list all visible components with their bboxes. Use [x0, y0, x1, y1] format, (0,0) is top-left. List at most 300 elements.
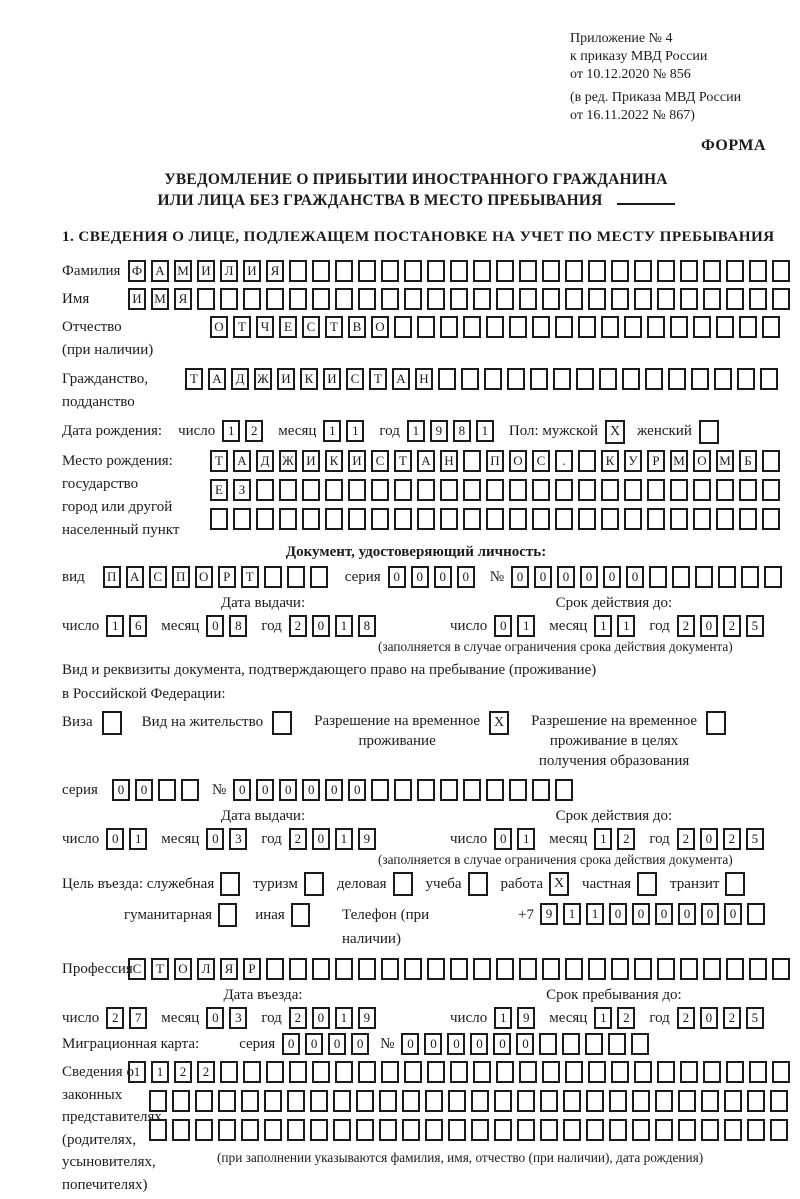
- char-cell[interactable]: 2: [174, 1061, 192, 1083]
- char-cell[interactable]: 1: [128, 1061, 146, 1083]
- char-cell[interactable]: [739, 479, 757, 501]
- char-cell[interactable]: [448, 1119, 466, 1141]
- char-cell[interactable]: 2: [677, 615, 695, 637]
- char-cell[interactable]: 0: [534, 566, 552, 588]
- char-cell[interactable]: 0: [557, 566, 575, 588]
- char-cell[interactable]: [519, 1061, 537, 1083]
- char-cell[interactable]: [562, 1033, 580, 1055]
- char-cell[interactable]: [287, 1090, 305, 1112]
- char-cell[interactable]: [241, 1119, 259, 1141]
- char-cell[interactable]: [440, 779, 458, 801]
- char-cell[interactable]: 9: [358, 1007, 376, 1029]
- business-checkbox[interactable]: [393, 872, 413, 896]
- char-cell[interactable]: [310, 1090, 328, 1112]
- char-cell[interactable]: [703, 1061, 721, 1083]
- char-cell[interactable]: А: [208, 368, 226, 390]
- char-cell[interactable]: Ж: [279, 450, 297, 472]
- char-cell[interactable]: Р: [647, 450, 665, 472]
- char-cell[interactable]: [718, 566, 736, 588]
- char-cell[interactable]: 0: [256, 779, 274, 801]
- char-cell[interactable]: [739, 508, 757, 530]
- char-cell[interactable]: А: [392, 368, 410, 390]
- char-cell[interactable]: [264, 1119, 282, 1141]
- char-cell[interactable]: [264, 1090, 282, 1112]
- char-cell[interactable]: К: [601, 450, 619, 472]
- char-cell[interactable]: [158, 779, 176, 801]
- char-cell[interactable]: [463, 479, 481, 501]
- char-cell[interactable]: [532, 479, 550, 501]
- private-checkbox[interactable]: [637, 872, 657, 896]
- char-cell[interactable]: [542, 1061, 560, 1083]
- char-cell[interactable]: [611, 288, 629, 310]
- char-cell[interactable]: Т: [369, 368, 387, 390]
- char-cell[interactable]: Е: [279, 316, 297, 338]
- char-cell[interactable]: [496, 288, 514, 310]
- char-cell[interactable]: Т: [325, 316, 343, 338]
- char-cell[interactable]: [693, 508, 711, 530]
- char-cell[interactable]: 1: [517, 615, 535, 637]
- char-cell[interactable]: [647, 316, 665, 338]
- char-cell[interactable]: [655, 1119, 673, 1141]
- char-cell[interactable]: [210, 508, 228, 530]
- char-cell[interactable]: [747, 1090, 765, 1112]
- char-cell[interactable]: [473, 288, 491, 310]
- char-cell[interactable]: [565, 1061, 583, 1083]
- char-cell[interactable]: З: [233, 479, 251, 501]
- char-cell[interactable]: [634, 958, 652, 980]
- char-cell[interactable]: [749, 958, 767, 980]
- char-cell[interactable]: 0: [632, 903, 650, 925]
- char-cell[interactable]: 0: [580, 566, 598, 588]
- char-cell[interactable]: [578, 508, 596, 530]
- char-cell[interactable]: 6: [129, 615, 147, 637]
- char-cell[interactable]: К: [325, 450, 343, 472]
- char-cell[interactable]: [218, 1119, 236, 1141]
- char-cell[interactable]: М: [174, 260, 192, 282]
- char-cell[interactable]: [149, 1119, 167, 1141]
- char-cell[interactable]: [634, 288, 652, 310]
- char-cell[interactable]: [417, 479, 435, 501]
- char-cell[interactable]: 3: [229, 828, 247, 850]
- char-cell[interactable]: 0: [112, 779, 130, 801]
- char-cell[interactable]: 8: [358, 615, 376, 637]
- char-cell[interactable]: [609, 1119, 627, 1141]
- char-cell[interactable]: 1: [129, 828, 147, 850]
- char-cell[interactable]: [379, 1090, 397, 1112]
- char-cell[interactable]: Ф: [128, 260, 146, 282]
- char-cell[interactable]: [427, 958, 445, 980]
- char-cell[interactable]: [532, 316, 550, 338]
- char-cell[interactable]: 0: [603, 566, 621, 588]
- char-cell[interactable]: О: [509, 450, 527, 472]
- humanitarian-checkbox[interactable]: [218, 903, 237, 927]
- char-cell[interactable]: [680, 958, 698, 980]
- char-cell[interactable]: [770, 1119, 788, 1141]
- char-cell[interactable]: [402, 1090, 420, 1112]
- char-cell[interactable]: М: [716, 450, 734, 472]
- char-cell[interactable]: [289, 260, 307, 282]
- char-cell[interactable]: [737, 368, 755, 390]
- char-cell[interactable]: [716, 316, 734, 338]
- char-cell[interactable]: [726, 260, 744, 282]
- char-cell[interactable]: [647, 479, 665, 501]
- char-cell[interactable]: 9: [358, 828, 376, 850]
- char-cell[interactable]: [333, 1119, 351, 1141]
- char-cell[interactable]: И: [302, 450, 320, 472]
- char-cell[interactable]: 0: [106, 828, 124, 850]
- char-cell[interactable]: А: [417, 450, 435, 472]
- char-cell[interactable]: 0: [457, 566, 475, 588]
- char-cell[interactable]: [404, 288, 422, 310]
- char-cell[interactable]: И: [277, 368, 295, 390]
- char-cell[interactable]: И: [323, 368, 341, 390]
- char-cell[interactable]: [149, 1090, 167, 1112]
- char-cell[interactable]: [599, 368, 617, 390]
- char-cell[interactable]: [402, 1119, 420, 1141]
- char-cell[interactable]: С: [149, 566, 167, 588]
- char-cell[interactable]: [632, 1090, 650, 1112]
- char-cell[interactable]: [540, 1119, 558, 1141]
- char-cell[interactable]: [358, 958, 376, 980]
- char-cell[interactable]: [563, 1119, 581, 1141]
- char-cell[interactable]: [473, 958, 491, 980]
- char-cell[interactable]: 0: [302, 779, 320, 801]
- char-cell[interactable]: [585, 1033, 603, 1055]
- char-cell[interactable]: [586, 1119, 604, 1141]
- char-cell[interactable]: [519, 288, 537, 310]
- char-cell[interactable]: [394, 779, 412, 801]
- char-cell[interactable]: [532, 508, 550, 530]
- char-cell[interactable]: [404, 1061, 422, 1083]
- char-cell[interactable]: [289, 288, 307, 310]
- char-cell[interactable]: [770, 1090, 788, 1112]
- char-cell[interactable]: А: [233, 450, 251, 472]
- char-cell[interactable]: [772, 958, 790, 980]
- char-cell[interactable]: [701, 1090, 719, 1112]
- char-cell[interactable]: [463, 779, 481, 801]
- char-cell[interactable]: П: [172, 566, 190, 588]
- char-cell[interactable]: [693, 316, 711, 338]
- char-cell[interactable]: 0: [678, 903, 696, 925]
- char-cell[interactable]: 1: [106, 615, 124, 637]
- char-cell[interactable]: 0: [388, 566, 406, 588]
- char-cell[interactable]: 9: [517, 1007, 535, 1029]
- char-cell[interactable]: 0: [305, 1033, 323, 1055]
- char-cell[interactable]: О: [210, 316, 228, 338]
- char-cell[interactable]: [749, 288, 767, 310]
- char-cell[interactable]: [601, 316, 619, 338]
- char-cell[interactable]: [703, 958, 721, 980]
- char-cell[interactable]: [312, 260, 330, 282]
- char-cell[interactable]: [417, 508, 435, 530]
- study-checkbox[interactable]: [468, 872, 488, 896]
- char-cell[interactable]: [371, 479, 389, 501]
- char-cell[interactable]: [264, 566, 282, 588]
- char-cell[interactable]: [471, 1119, 489, 1141]
- char-cell[interactable]: 0: [516, 1033, 534, 1055]
- char-cell[interactable]: [588, 288, 606, 310]
- char-cell[interactable]: Д: [231, 368, 249, 390]
- char-cell[interactable]: Т: [233, 316, 251, 338]
- char-cell[interactable]: [578, 450, 596, 472]
- char-cell[interactable]: [427, 1061, 445, 1083]
- char-cell[interactable]: [517, 1090, 535, 1112]
- char-cell[interactable]: У: [624, 450, 642, 472]
- char-cell[interactable]: 0: [434, 566, 452, 588]
- residence-permit-checkbox[interactable]: [272, 711, 292, 735]
- char-cell[interactable]: [647, 508, 665, 530]
- char-cell[interactable]: [356, 1090, 374, 1112]
- char-cell[interactable]: [417, 316, 435, 338]
- char-cell[interactable]: [310, 566, 328, 588]
- char-cell[interactable]: С: [302, 316, 320, 338]
- char-cell[interactable]: 0: [701, 903, 719, 925]
- char-cell[interactable]: [335, 260, 353, 282]
- char-cell[interactable]: 0: [411, 566, 429, 588]
- char-cell[interactable]: И: [348, 450, 366, 472]
- char-cell[interactable]: 1: [222, 420, 240, 442]
- char-cell[interactable]: К: [300, 368, 318, 390]
- char-cell[interactable]: [563, 1090, 581, 1112]
- char-cell[interactable]: [381, 958, 399, 980]
- char-cell[interactable]: М: [151, 288, 169, 310]
- char-cell[interactable]: 2: [723, 1007, 741, 1029]
- char-cell[interactable]: [680, 288, 698, 310]
- char-cell[interactable]: Л: [220, 260, 238, 282]
- char-cell[interactable]: А: [126, 566, 144, 588]
- char-cell[interactable]: [348, 508, 366, 530]
- char-cell[interactable]: [519, 260, 537, 282]
- char-cell[interactable]: [496, 260, 514, 282]
- char-cell[interactable]: [256, 479, 274, 501]
- char-cell[interactable]: [312, 958, 330, 980]
- char-cell[interactable]: [555, 508, 573, 530]
- char-cell[interactable]: 0: [655, 903, 673, 925]
- char-cell[interactable]: [576, 368, 594, 390]
- char-cell[interactable]: [381, 288, 399, 310]
- char-cell[interactable]: [287, 1119, 305, 1141]
- char-cell[interactable]: [749, 260, 767, 282]
- char-cell[interactable]: [695, 566, 713, 588]
- char-cell[interactable]: А: [151, 260, 169, 282]
- char-cell[interactable]: [542, 260, 560, 282]
- char-cell[interactable]: [438, 368, 456, 390]
- char-cell[interactable]: 0: [312, 828, 330, 850]
- char-cell[interactable]: 1: [323, 420, 341, 442]
- char-cell[interactable]: 0: [470, 1033, 488, 1055]
- char-cell[interactable]: [565, 288, 583, 310]
- char-cell[interactable]: [279, 479, 297, 501]
- char-cell[interactable]: 5: [746, 828, 764, 850]
- char-cell[interactable]: [670, 508, 688, 530]
- char-cell[interactable]: [542, 288, 560, 310]
- char-cell[interactable]: [542, 958, 560, 980]
- char-cell[interactable]: [772, 288, 790, 310]
- char-cell[interactable]: 0: [206, 615, 224, 637]
- char-cell[interactable]: [701, 1119, 719, 1141]
- char-cell[interactable]: [578, 479, 596, 501]
- char-cell[interactable]: [172, 1119, 190, 1141]
- char-cell[interactable]: [496, 1061, 514, 1083]
- char-cell[interactable]: Я: [220, 958, 238, 980]
- char-cell[interactable]: [668, 368, 686, 390]
- char-cell[interactable]: [611, 958, 629, 980]
- char-cell[interactable]: [335, 1061, 353, 1083]
- char-cell[interactable]: [494, 1090, 512, 1112]
- char-cell[interactable]: [657, 288, 675, 310]
- char-cell[interactable]: 0: [494, 828, 512, 850]
- other-checkbox[interactable]: [291, 903, 310, 927]
- char-cell[interactable]: [645, 368, 663, 390]
- char-cell[interactable]: 8: [453, 420, 471, 442]
- char-cell[interactable]: 0: [206, 1007, 224, 1029]
- char-cell[interactable]: [486, 508, 504, 530]
- char-cell[interactable]: [565, 958, 583, 980]
- char-cell[interactable]: [243, 288, 261, 310]
- char-cell[interactable]: [760, 368, 778, 390]
- blank-underline[interactable]: [617, 203, 675, 205]
- char-cell[interactable]: [634, 260, 652, 282]
- char-cell[interactable]: [417, 779, 435, 801]
- char-cell[interactable]: О: [371, 316, 389, 338]
- char-cell[interactable]: [450, 1061, 468, 1083]
- char-cell[interactable]: 0: [493, 1033, 511, 1055]
- char-cell[interactable]: [379, 1119, 397, 1141]
- char-cell[interactable]: [555, 779, 573, 801]
- char-cell[interactable]: С: [346, 368, 364, 390]
- char-cell[interactable]: Н: [415, 368, 433, 390]
- char-cell[interactable]: [394, 316, 412, 338]
- char-cell[interactable]: М: [670, 450, 688, 472]
- char-cell[interactable]: [611, 260, 629, 282]
- char-cell[interactable]: [649, 566, 667, 588]
- char-cell[interactable]: Р: [218, 566, 236, 588]
- char-cell[interactable]: [356, 1119, 374, 1141]
- char-cell[interactable]: [312, 288, 330, 310]
- char-cell[interactable]: [325, 479, 343, 501]
- char-cell[interactable]: 2: [106, 1007, 124, 1029]
- char-cell[interactable]: 1: [594, 615, 612, 637]
- char-cell[interactable]: [218, 1090, 236, 1112]
- char-cell[interactable]: [486, 779, 504, 801]
- char-cell[interactable]: 0: [626, 566, 644, 588]
- char-cell[interactable]: 0: [282, 1033, 300, 1055]
- char-cell[interactable]: О: [195, 566, 213, 588]
- char-cell[interactable]: [463, 316, 481, 338]
- char-cell[interactable]: И: [197, 260, 215, 282]
- char-cell[interactable]: [335, 288, 353, 310]
- char-cell[interactable]: 1: [346, 420, 364, 442]
- temp-permit-checkbox[interactable]: X: [489, 711, 509, 735]
- char-cell[interactable]: [333, 1090, 351, 1112]
- char-cell[interactable]: [565, 260, 583, 282]
- char-cell[interactable]: [726, 1061, 744, 1083]
- char-cell[interactable]: [678, 1119, 696, 1141]
- char-cell[interactable]: [588, 958, 606, 980]
- char-cell[interactable]: [764, 566, 782, 588]
- char-cell[interactable]: 2: [289, 828, 307, 850]
- char-cell[interactable]: [302, 479, 320, 501]
- char-cell[interactable]: [632, 1119, 650, 1141]
- char-cell[interactable]: Н: [440, 450, 458, 472]
- char-cell[interactable]: [473, 260, 491, 282]
- char-cell[interactable]: 2: [197, 1061, 215, 1083]
- char-cell[interactable]: [486, 479, 504, 501]
- char-cell[interactable]: [471, 1090, 489, 1112]
- char-cell[interactable]: 5: [746, 615, 764, 637]
- char-cell[interactable]: [553, 368, 571, 390]
- char-cell[interactable]: [440, 316, 458, 338]
- char-cell[interactable]: Я: [266, 260, 284, 282]
- char-cell[interactable]: 2: [289, 615, 307, 637]
- char-cell[interactable]: [371, 508, 389, 530]
- char-cell[interactable]: [749, 1061, 767, 1083]
- char-cell[interactable]: 1: [335, 1007, 353, 1029]
- char-cell[interactable]: [631, 1033, 649, 1055]
- char-cell[interactable]: [507, 368, 525, 390]
- char-cell[interactable]: [473, 1061, 491, 1083]
- char-cell[interactable]: [484, 368, 502, 390]
- char-cell[interactable]: 0: [312, 1007, 330, 1029]
- char-cell[interactable]: [540, 1090, 558, 1112]
- char-cell[interactable]: Ч: [256, 316, 274, 338]
- char-cell[interactable]: 1: [617, 615, 635, 637]
- char-cell[interactable]: Р: [243, 958, 261, 980]
- char-cell[interactable]: Ж: [254, 368, 272, 390]
- char-cell[interactable]: [747, 903, 765, 925]
- char-cell[interactable]: [358, 260, 376, 282]
- char-cell[interactable]: 2: [677, 828, 695, 850]
- char-cell[interactable]: 2: [617, 828, 635, 850]
- char-cell[interactable]: 0: [447, 1033, 465, 1055]
- char-cell[interactable]: [181, 779, 199, 801]
- char-cell[interactable]: [555, 479, 573, 501]
- char-cell[interactable]: 0: [351, 1033, 369, 1055]
- work-checkbox[interactable]: X: [549, 872, 569, 896]
- char-cell[interactable]: 0: [494, 615, 512, 637]
- char-cell[interactable]: 2: [677, 1007, 695, 1029]
- char-cell[interactable]: [427, 288, 445, 310]
- char-cell[interactable]: [197, 288, 215, 310]
- char-cell[interactable]: [358, 288, 376, 310]
- char-cell[interactable]: [762, 479, 780, 501]
- char-cell[interactable]: [555, 316, 573, 338]
- char-cell[interactable]: [494, 1119, 512, 1141]
- char-cell[interactable]: 9: [540, 903, 558, 925]
- female-checkbox[interactable]: [699, 420, 719, 444]
- char-cell[interactable]: [440, 479, 458, 501]
- char-cell[interactable]: 1: [586, 903, 604, 925]
- char-cell[interactable]: [634, 1061, 652, 1083]
- char-cell[interactable]: [287, 566, 305, 588]
- char-cell[interactable]: [394, 508, 412, 530]
- char-cell[interactable]: [657, 260, 675, 282]
- char-cell[interactable]: [672, 566, 690, 588]
- char-cell[interactable]: 1: [151, 1061, 169, 1083]
- char-cell[interactable]: [241, 1090, 259, 1112]
- char-cell[interactable]: 2: [289, 1007, 307, 1029]
- char-cell[interactable]: [450, 958, 468, 980]
- char-cell[interactable]: Б: [739, 450, 757, 472]
- char-cell[interactable]: 0: [700, 828, 718, 850]
- char-cell[interactable]: Д: [256, 450, 274, 472]
- char-cell[interactable]: Е: [210, 479, 228, 501]
- char-cell[interactable]: 0: [206, 828, 224, 850]
- char-cell[interactable]: [703, 288, 721, 310]
- char-cell[interactable]: [289, 958, 307, 980]
- tourism-checkbox[interactable]: [304, 872, 324, 896]
- char-cell[interactable]: [624, 316, 642, 338]
